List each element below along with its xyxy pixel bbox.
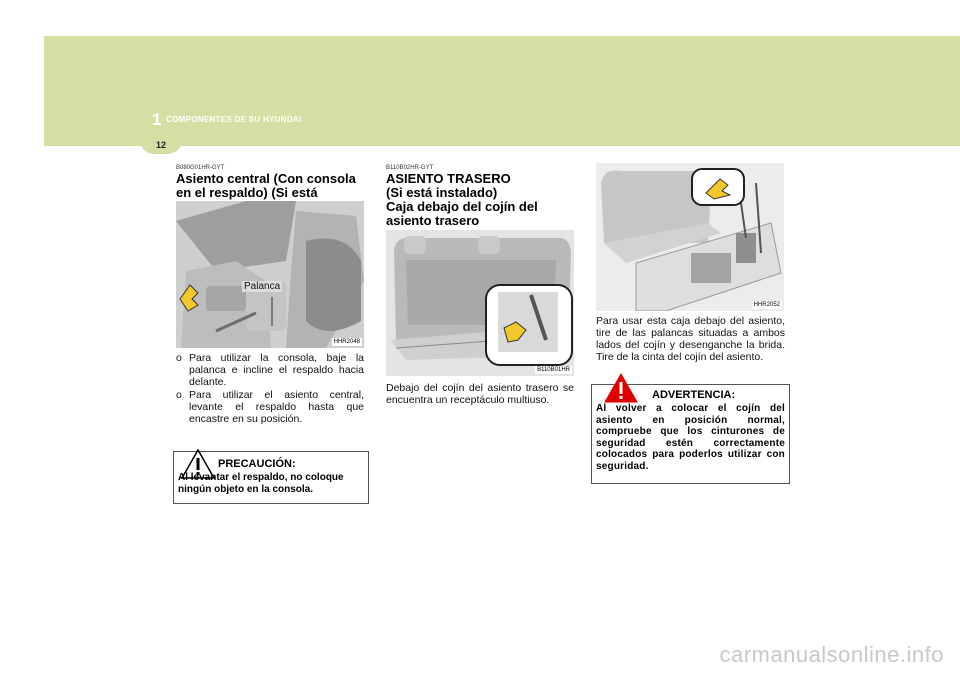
section-code: B080G01HR-GYT <box>176 165 225 171</box>
figure-code-rear: B110B01HR <box>537 367 570 373</box>
section-heading: Asiento central (Con consola en el respaldo) (Si está <box>176 171 356 200</box>
instruction-list <box>176 352 364 426</box>
chapter-number: 1 <box>152 110 162 129</box>
figure-label-palanca: Palanca <box>244 281 281 292</box>
section-code-rear: B110B02HR-GYT <box>386 165 434 171</box>
console-seat-figure <box>176 201 364 348</box>
figure-code: HHR2048 <box>333 339 360 345</box>
under-seat-text: Para usar esta caja debajo del asiento, tire de las palancas situadas a ambos lados del cojín y desenganche la brida. Tire de la cinta del cojín del asiento. <box>596 315 785 363</box>
caution-title: PRECAUCIÓN: <box>218 458 296 470</box>
header-band <box>44 36 960 146</box>
warning-text: Al volver a colocar el cojín del asiento en posición normal, compruebe que los cinturones de seguridad estén correctamente colocados para poderlos utilizar con seguridad. <box>596 403 785 472</box>
under-seat-box-figure <box>596 163 784 311</box>
caution-text: Al levantar el respaldo, no coloque ningún objeto en la consola. <box>178 472 344 495</box>
list-item: o Para utilizar la consola, baje la palanca e incline el respaldo hacia delante. <box>176 352 364 388</box>
section-heading-rear: ASIENTO TRASERO (Si está instalado) Caja debajo del cojín del asiento trasero <box>386 171 538 228</box>
chapter-title: COMPONENTES DE SU HYUNDAI <box>166 115 302 124</box>
rear-seat-text: Debajo del cojín del asiento trasero se encuentra un receptáculo multiuso. <box>386 382 574 406</box>
caution-box <box>173 451 369 504</box>
figure-code-box: HHR2052 <box>753 302 780 308</box>
rear-seat-figure <box>386 230 574 376</box>
watermark: carmanualsonline.info <box>719 642 944 667</box>
warning-title: ADVERTENCIA: <box>652 389 736 401</box>
page-number: 12 <box>140 136 182 154</box>
warning-triangle-icon <box>604 373 638 403</box>
list-item: o Para utilizar el asiento central, levante el respaldo hasta que encastre en su posición. <box>176 389 364 425</box>
warning-box <box>591 384 790 484</box>
